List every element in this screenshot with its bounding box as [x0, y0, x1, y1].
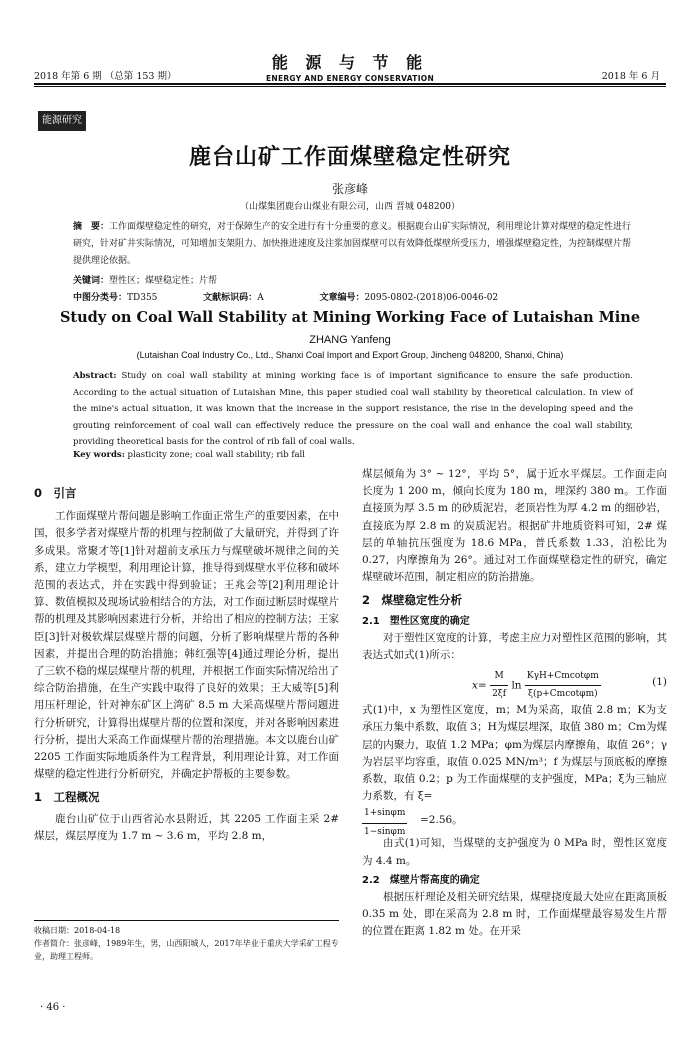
- received-date: 收稿日期：2018-04-18: [34, 926, 121, 935]
- affiliation-en: (Lutaishan Coal Industry Co., Ltd., Shanxi Coal Import and Export Group, Jincheng 048200, Shanxi, China): [136, 350, 564, 360]
- journal-masthead: [0, 50, 700, 83]
- keywords-text-en: plasticity zone; coal wall stability; rib fall: [127, 450, 305, 460]
- xi-value: =2.56。: [420, 814, 463, 827]
- keywords-label: 关键词：: [73, 276, 110, 286]
- section-2-2-text: 根据压杆理论及相关研究结果，煤壁挠度最大处应在距离顶板 0.35 m 处，即在采高为 2.8 m 时，工作面煤壁最容易发生片帮的位置在距离 1.82 m 处。在开采: [362, 891, 667, 938]
- eq-ln: ln: [511, 679, 522, 692]
- section-1-text-right: 煤层倾角为 3° ~ 12°，平均 5°，属于近水平煤层。工作面走向长度为 1 200 m，倾向长度为 180 m，埋深约 380 m。工作面直接顶为厚 3.5 m 的砂质泥岩，老顶岩性为厚 4.2 m 的细砂岩，直接底为厚 2.8 m 的炭质泥岩。根据矿井地质资料可知，2# 煤层的单轴抗压强度为 18.6 MPa，普氏系数 1.33，泊松比为 0.27，内摩擦角为 26°。通过对工作面煤壁稳定性的研究，确定煤壁破坏范围，制定相应的防治措施。: [362, 468, 667, 584]
- article-title-en: Study on Coal Wall Stability at Mining Working Face of Lutaishan Mine: [59, 309, 641, 326]
- section-2-2-heading: 2.2 煤壁片帮高度的确定: [362, 874, 480, 886]
- classification-line: [73, 290, 498, 303]
- section-2-1-conclusion: 由式(1)可知，当煤壁的支护强度为 0 MPa 时，塑性区宽度为 4.4 m。: [362, 837, 667, 867]
- author-bio: 作者简介：张彦峰，1989年生，男，山西阳城人，2017年毕业于重庆大学采矿工程专业，助理工程师。: [34, 939, 339, 961]
- footnote: [34, 924, 339, 963]
- equation-1: [362, 666, 667, 700]
- issue-info: 2018 年第 6 期 （总第 153 期）: [34, 71, 177, 82]
- section-1-heading: 1 工程概况: [34, 790, 100, 805]
- doc-code-value: A: [257, 293, 264, 303]
- xi-fraction: [362, 805, 407, 840]
- eq-frac1-den: 2ξf: [492, 689, 507, 700]
- eq-lhs: x=: [472, 679, 487, 692]
- section-2-1-where: 式(1)中，x 为塑性区宽度，m；M为采高，取值 2.8 m；K为支承压力集中系数，取值 3；H为煤层埋深，取值 380 m；Cm为煤层的内聚力，取值 1.2 MPa；φm为煤层内摩擦角，取值 26°；γ为岩层平均容重，取值 0.025 MN/m³；f 为煤层与顶底板的摩擦系数，取值 0.2；p 为工作面煤壁的支护强度，MPa；ξ为三轴应力系数，有 ξ=: [362, 704, 667, 803]
- keywords-text-cn: 塑性区；煤壁稳定性；片帮: [109, 276, 218, 286]
- article-title-cn: 鹿台山矿工作面煤壁稳定性研究: [188, 145, 511, 170]
- keywords-en: [73, 450, 633, 460]
- issue-date: 2018 年 6 月: [601, 71, 660, 82]
- clc-value: TD355: [127, 293, 158, 303]
- keywords-en-label: Key words:: [73, 450, 125, 460]
- abstract-en: [73, 368, 633, 451]
- abstract-text-en: Study on coal wall stability at mining working face is of important significance to ensure the safe production. According to the actual situation of Lutaishan Mine, this paper studied coal wall stability by theoretical calculation. In view of the mine's actual situation, it was known that the increase in the support resistance, the rise in the developing speed and the grouting reinforcement of coal wall can effectively reduce the pressure on the coal wall and enhance the coal wall stability, providing theoretical basis for the control of rib fall of coal walls.: [73, 371, 634, 447]
- author-cn: 张彦峰: [331, 182, 368, 196]
- eq-fraction-2: [525, 668, 601, 703]
- header-rule-thin: [34, 86, 666, 87]
- xi-num: 1+sinφm: [362, 805, 407, 823]
- clc-label: 中图分类号：: [73, 293, 128, 303]
- article-no-value: 2095-0802-(2018)06-0046-02: [364, 293, 499, 303]
- section-0-heading: 0 引言: [34, 486, 77, 500]
- abstract-label: 摘 要：: [73, 222, 110, 232]
- section-2-heading: 2 煤壁稳定性分析: [362, 593, 463, 608]
- affiliation-cn: （山煤集团鹿台山煤业有限公司，山西 晋城 048200）: [239, 202, 461, 212]
- article-no-label: 文章编号：: [319, 293, 365, 303]
- section-0-text: 工作面煤壁片帮问题是影响工作面正常生产的重要因素，在中国，很多学者对煤壁片帮的机理与控制做了大量研究，并得到了许多成果。常聚才等[1]针对超前支承压力与煤壁破坏规律之间的关系，建立力学模型，利用理论计算，推导得到煤壁水平位移和破坏范围的表达式，并在实践中得到验证；王兆会等[2]利用理论计算、数值模拟及现场试验相结合的方法，对工作面过断层时煤壁片帮的机理及其影响因素进行分析，并给出了相应的控制方法；王家臣[3]针对极软煤层煤壁片帮的问题，分析了影响煤壁片帮的各种因素，并提出合理的防治措施；韩红强等[4]通过理论分析，提出了三软不稳的煤层煤壁片帮的机理，并根据工作面实际情况给出了综合防治措施，在生产实践中取得了良好的效果；王大威等[5]利用压杆理论，针对神东矿区上湾矿 8.5 m 大采高煤壁片帮问题进行分析研究，计算得出煤壁片帮的位置和深度，并对各影响因素进行分析，提出大采高工作面煤壁片帮的治理措施。本文以鹿台山矿 2205 工作面实际地质条件为工程背景，利用理论计算，对工作面煤壁的稳定性进行分析研究，并确定护帮板的主要参数。: [34, 510, 339, 781]
- section-2-1-heading: 2.1 塑性区宽度的确定: [362, 615, 470, 627]
- eq-frac2-den: ξ(p+Cmcotφm): [528, 689, 598, 700]
- abstract-text-cn: 工作面煤壁稳定性的研究，对于保障生产的安全进行有十分重要的意义。根据鹿台山矿实际情况，利用理论计算对煤壁的稳定性进行研究，针对矿井实际情况，可知增加支架阻力、加快推进速度及注浆加固煤壁可以有效降低煤壁所受压力，增强煤壁稳定性，为控制煤壁片帮提供理论依据。: [73, 222, 632, 266]
- footnote-rule: [34, 920, 339, 921]
- section-tag: 能源研究: [38, 111, 86, 131]
- abstract-cn: [73, 219, 633, 270]
- eq-number: (1): [652, 676, 667, 689]
- doc-code-label: 文献标识码：: [203, 293, 258, 303]
- author-en: ZHANG Yanfeng: [309, 334, 391, 346]
- xi-den: 1−sinφm: [364, 826, 406, 837]
- header-rule: [34, 83, 666, 85]
- journal-title-en: ENERGY AND ENERGY CONSERVATION: [265, 74, 435, 83]
- xi-expression: [362, 805, 667, 835]
- eq-fraction-1: [490, 668, 508, 703]
- section-1-text-left: 鹿台山矿位于山西省沁水县附近，其 2205 工作面主采 2# 煤层，煤层厚度为 1.7 m ~ 3.6 m，平均 2.8 m，: [34, 812, 339, 842]
- journal-title-cn: 能 源 与 节 能: [271, 53, 429, 72]
- section-2-1-text: 对于塑性区宽度的计算，考虑主应力对塑性区范围的影响，其表达式如式(1)所示：: [362, 631, 667, 662]
- page-number: · 46 ·: [40, 1002, 66, 1013]
- left-column: [34, 485, 339, 845]
- right-column: [362, 466, 667, 941]
- eq-frac1-num: M: [490, 668, 508, 686]
- eq-frac2-num: KγH+Cmcotφm: [525, 668, 601, 686]
- abstract-en-label: Abstract:: [73, 371, 117, 381]
- keywords-cn: [73, 273, 633, 286]
